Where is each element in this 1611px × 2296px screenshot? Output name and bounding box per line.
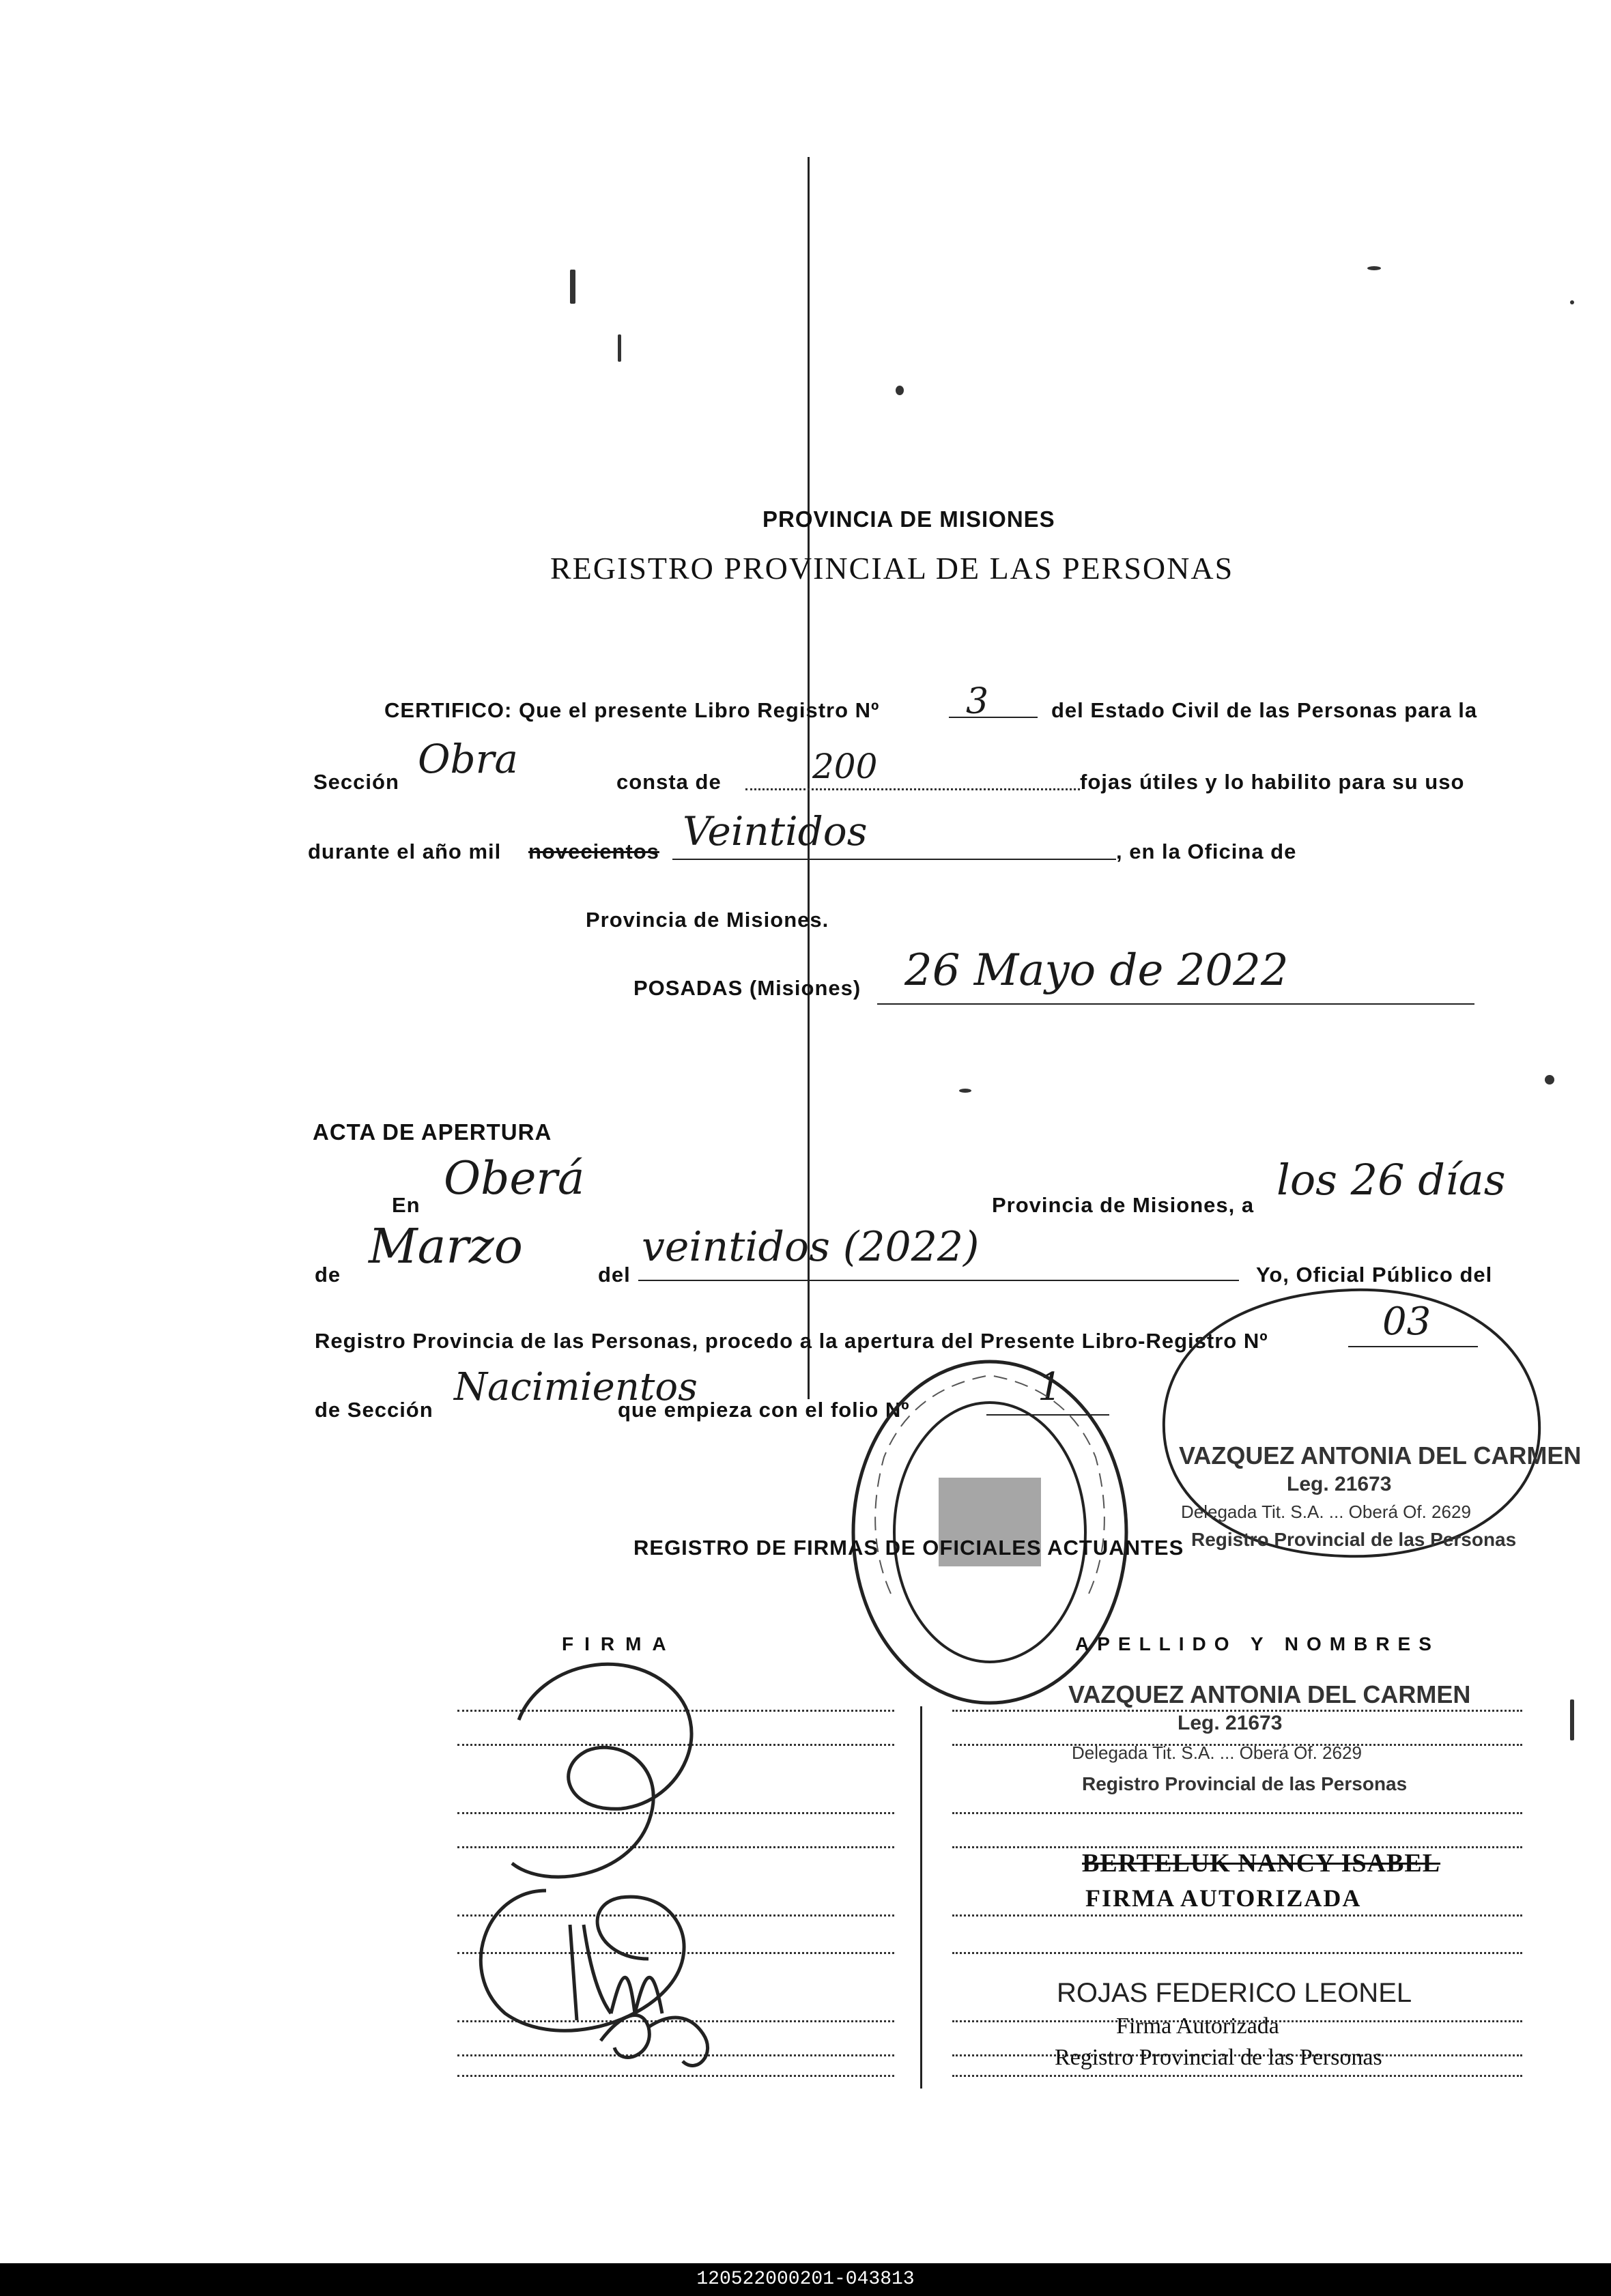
scan-mark [959,1089,971,1093]
column-divider [920,1706,922,2089]
acta-registro-line: Registro Provincia de las Personas, procedo a la apertura del Presente Libro-Registro Nº [315,1329,1268,1353]
name-line [952,1812,1522,1814]
province-title: PROVINCIA DE MISIONES [762,506,1055,532]
registry-title: REGISTRO PROVINCIAL DE LAS PERSONAS [550,551,1234,586]
firmas-title: REGISTRO DE FIRMAS DE OFICIALES ACTUANTES [633,1536,1184,1560]
year-line [672,859,1116,860]
name-line [952,2075,1522,2077]
acta-folio-text: que empieza con el folio Nº [618,1398,910,1422]
stamp-role: Delegada Tit. S.A. ... Oberá Of. 2629 [1181,1502,1471,1522]
book-no: 3 [966,681,989,722]
cert-line1-start: CERTIFICO: Que el presente Libro Registro Nº [384,698,880,722]
acta-en-label: En [392,1193,420,1217]
scan-mark [570,270,575,304]
name-line [952,1914,1522,1917]
cert-year-words: Veintidos [683,808,868,855]
cert-folios: 200 [812,747,878,786]
cert-place: POSADAS (Misiones) [633,976,861,1000]
officer-3-role: Firma Autorizada [1116,2013,1279,2039]
officer-1-registry: Registro Provincial de las Personas [1082,1773,1408,1794]
stamp-leg: Leg. 21673 [1287,1473,1392,1495]
cert-section-value: Obra [418,736,518,782]
acta-month: Marzo [369,1218,523,1274]
cert-consta-label: consta de [616,770,722,794]
officer-1-leg: Leg. 21673 [1178,1712,1283,1734]
book-no-line [949,717,1038,718]
cert-date: 26 Mayo de 2022 [904,945,1289,996]
cert-section-label: Sección [313,770,399,794]
names-column-header: APELLIDO Y NOMBRES [1075,1633,1440,1654]
stamp-registry: Registro Provincial de las Personas [1191,1529,1517,1550]
acta-year-words: veintidos (2022) [642,1223,980,1271]
acta-section-value: Nacimientos [454,1365,698,1409]
officer-2-role: FIRMA AUTORIZADA [1085,1884,1362,1912]
date-line [877,1003,1474,1005]
cert-oficina-text: , en la Oficina de [1116,840,1297,863]
fold-line [808,157,810,1399]
acta-days: los 26 días [1277,1155,1506,1205]
officer-3-registry: Registro Provincial de las Personas [1055,2045,1382,2070]
acta-title: ACTA DE APERTURA [313,1119,552,1145]
acta-folio: 1 [1038,1365,1062,1409]
scan-mark [1570,300,1574,304]
officer-1-role: Delegada Tit. S.A. ... Oberá Of. 2629 [1072,1742,1362,1763]
acta-province-text: Provincia de Misiones, a [992,1193,1255,1217]
handwritten-signatures [444,1604,887,2082]
scan-mark [618,334,621,362]
acta-de-label: de [315,1263,341,1287]
scan-mark [1367,266,1381,270]
acta-city: Oberá [444,1152,585,1205]
name-line [952,1952,1522,1954]
officer-3-name: ROJAS FEDERICO LEONEL [1057,1978,1412,2008]
acta-del-label: del [598,1263,631,1287]
scan-mark [1545,1075,1554,1085]
officer-1-name: VAZQUEZ ANTONIA DEL CARMEN [1068,1680,1471,1708]
folios-line [745,788,1080,790]
cert-struck-word: novecientos [528,840,659,863]
scan-mark [896,386,904,395]
circle-stamp-outline [1147,1276,1556,1570]
cert-year-label: durante el año mil [308,840,502,863]
officer-2-name: BERTELUK NANCY ISABEL [1082,1849,1441,1878]
acta-yo-text: Yo, Oficial Público del [1256,1263,1493,1287]
cert-province-line: Provincia de Misiones. [586,908,829,932]
stamp-name: VAZQUEZ ANTONIA DEL CARMEN [1179,1441,1582,1469]
acta-reg-no: 03 [1382,1300,1431,1344]
acta-section-label: de Sección [315,1398,433,1422]
cert-fojas-text: fojas útiles y lo habilito para su uso [1080,770,1465,794]
firma-column-header: FIRMA [562,1633,677,1654]
scan-mark [1570,1699,1574,1740]
cert-line1-end: del Estado Civil de las Personas para la [1051,698,1478,722]
scan-footer: 120522000201-043813 [0,2263,1611,2296]
